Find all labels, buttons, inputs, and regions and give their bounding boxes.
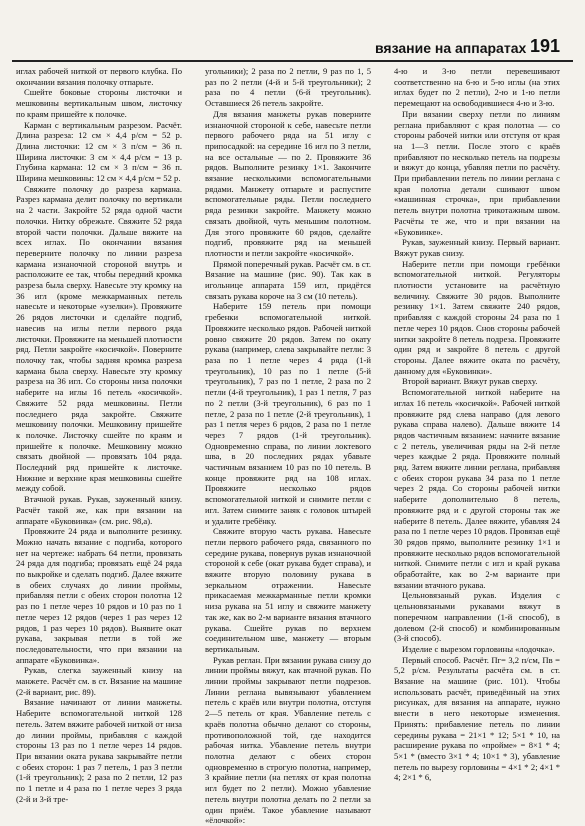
paragraph: Прямой поперечный рукав. Расчёт см. в ст. Вязание на машине (рис. 90). Так как в игольнице аппарата 159 игл, придётся связать рукава короче на 3 см (10 петель). [205, 258, 371, 301]
paragraph: угольники); 2 раза по 2 петли, 9 раз по 1, 5 раз по 2 петли (4-й и 5-й треугольники); 2 раза по 4 петли (6-й треугольник). Оставшиеся 26 петель закройте. [205, 66, 371, 109]
paragraph: Рукав, зауженный книзу. Первый вариант. Вяжут рукав снизу. [394, 237, 560, 258]
paragraph: иглах рабочей ниткой от первого клубка. По окончании вязания полочку отпарьте. [16, 66, 182, 87]
paragraph: Втачной рукав. Рукав, зауженный книзу. Расчёт такой же, как при вязании на аппарате «Буковинка» (см. рис. 98,а). [16, 494, 182, 526]
paragraph: При вязании сверху петли по линиям реглана прибавляют с края полотна — со стороны рабочей нитки или отступя от края на 1—3 петли. После этого с краёв прибавляют по несколько петель на подрезы и вяжут до конца, убавляя петли по расчёту. При прибавлении петель по линии реглана с края полотна детали сшивают швом «машинная строчка», при прибавлении петель внутри полотна трикотажным швом. Расчёты те же, что и при вязании на «Буковинке». [394, 108, 560, 237]
paragraph: Рукав, слегка зауженный книзу на манжете. Расчёт см. в ст. Вязание на машине (2-й вариант, рис. 89). [16, 665, 182, 697]
page-number: 191 [530, 36, 561, 56]
paragraph: Наберите петли при помощи гребёнки вспомогательной ниткой. Регуляторы плотности установите на расчётную величину. Свяжите 30 рядов. Выполните резинку 1×1. Затем свяжите 240 рядов, прибавляя с каждой стороны 24 раза по 1 петле через 10 рядов. Снов стороны рабочей нитки закройте 8 петель подреза. Провяжите один ряд и закройте 8 петель с другой стороны. Далее вяжите оката по расчёту, данному для «Буковинки». [394, 258, 560, 376]
header-rule [12, 60, 573, 62]
paragraph: Карман с вертикальным разрезом. Расчёт. Длина разреза: 12 см × 4,4 р/см = 52 р. Длина листочки: 12 см × 3 п/см = 36 п. Ширина листочки: 3 см × 4,4 р/см = 13 р. Глубина кармана: 12 см × 3 п/см = 36 п. Ширина мешковины: 12 см × 4,4 р/см = 52 р. [16, 119, 182, 184]
paragraph: Свяжите вторую часть рукава. Навесьте петли первого рабочего ряда, связанного по середине рукава, повернув рукав изнаночной стороной к себе (окат рукава будет справа), и вяжите вторую половину рукава в зеркальном отражении. Навесьте прикасаемая межкарманные петли кромки низа рукава на 51 иглу и свяжите манжету так же, как во 2-м варианте вязания втачного рукава. Сшейте рукав по верхнем соединительном шве, манжету — вторым вертикальным. [205, 526, 371, 654]
paragraph: Свяжите полочку до разреза кармана. Разрез кармана делит полочку по вертикали на 2 части. Закройте 52 ряда одной части полочки. Нитку обрежьте. Свяжите 52 ряда второй части полочки. Дальше вяжите на всех иглах. По окончании вязания переверните полочку по линии разреза кармана изнаночной стороной внутрь и расположите ее так, чтобы передний кромка разреза была сверху. Навесьте эту кромку на 36 игл (кроме межкарманных петель навесьте и некоторые «узелки»). Провяжите 26 рядов листочки и сделайте подгиб, навесив на иглы петли первого ряда листочки. Провяжите на меньшей плотности ряд. Петли закройте «косичкой». Поверните полочку так, чтобы задняя кромка разреза кармана была сверху. Навесьте эту кромку разреза на 36 игл. Со стороны низа полочки наберите на иглы 16 петель «косичкой». Свяжите 52 ряда мешковины. Петли последнего ряда закройте. Свяжите мешковину полочки. Мешковину пришейте к полочке. Листочку сшейте по краям и пришейте к полочке. Мешковину можно связать двойной — провязать 104 ряда. Последний ряд пришейте к листочке. Нижние и верхние края мешковины сшейте между собой. [16, 183, 182, 494]
paragraph: Изделие с вырезом горловины «лодочка». [402, 643, 555, 654]
paragraph: Второй вариант. Вяжут рукав сверху. [402, 376, 538, 387]
section-title: вязание на аппаратах [375, 40, 527, 56]
text-column-2 [205, 66, 371, 826]
text-column-3 [394, 66, 560, 794]
paragraph: Первый способ. Расчёт. Пг= 3,2 п/см, Пв = 5,2 р/см. Результаты расчёта см. в ст. Вязание на машине (рис. 101). Чтобы использовать расчёт, приведённый на этих рисунках, для вязания на аппарате, нужно внести в него некоторые изменения. Принять: прибавление петель по линии середины рукава = 21×1 * 12; 5×1 * 10, на расширение рукава по «проймe» = 8×1 * 4; 5×1 * (вместо 3×1 * 4; 10×1 * 3), убавление петель по вырезу горловины = 4×1 * 2; 4×1 * 4; 2×1 * 6, [394, 654, 560, 783]
paragraph: 4-ю и 3-ю петли перевешивают соответственно на 6-ю и 5-ю иглы (на этих иглах будет по 2 петли), 2-ю и 1-ю петли перемещают на освободившиеся 4-ю и 3-ю. [394, 66, 560, 109]
paragraph: Вязание начинают от линии манжеты. Наберите вспомогательной ниткой 128 петель. Затем вяжите рабочей ниткой от низа до линии проймы, прибавляя с каждой стороны 13 раз по 1 петле через 14 рядов. При вязании оката рукава закрывайте петли с обеих сторон: 1 раз 7 петель, 1 раз 3 петли (1-й треугольник); 2 раза по 2 петли, 12 раз по 1 петле и 4 раза по 1 петле через 3 ряда (2-й и 3-й тре- [16, 697, 182, 804]
paragraph: Наберите 159 петель при помощи гребенки вспомогательной ниткой. Провяжите несколько рядов. Рабочей ниткой ровно свяжите 20 рядов. Затем по окату рукава (например, слева закрывайте петли: 3 раза по 1 петле через 4 ряда (1-й треугольник), 10 раз по 1 петле (5-й треугольник), 7 раз по 1 петле, 2 раза по 2 петли (4-й треугольник), 1 раз 1 петля, 7 раз по 2 петли (3-й треугольник), 6 раз по 1 петле, 2 раза по 1 петле (2-й треугольник), 1 раз 1 петля через 6 рядов, 2 раза по 1 петле через 7 рядов (1-й треугольник). Одновременно справа, по линии локтевого шва, в 20 последних рядах убавьте частичным вязанием 10 раз по 10 петель. В конце провяжите ряд на 108 иглах. Провяжите несколько рядов вспомогательной ниткой и снимите петли с игл. Затем снимите заняк с головок штырей и удалите гребёнку. [205, 301, 371, 526]
paragraph: Вспомогательной ниткой наберите на иглах 16 петель «косичкой». Рабочей ниткой провяжите ряд слева направо (для левого рукава справа налево). Дальше вяжите 14 рядов частичным вязанием: начните вязание с 2 петель, увеличивая ряды на 2-й петле через каждые 2 ряда. Провяжите полный ряд. Затем вяжите линии реглана, прибавляя с обеих сторон рукава 34 раза по 1 петле через 2 ряда. Со стороны рабочей нитки наберите дополнительно 8 петель, провяжите ряд и с другой стороны так же наберите 8 петель. Далее вяжите, убавляя 24 раза по 1 петле через 10 рядов. Провязав ещё 30 рядов прямо, выполните резинку 1×1 и провяжите несколько рядов вспомогательной ниткой. Снимите петли с игл и край рукава обработайте, как во 2-м варианте при вязании втачного рукава. [394, 387, 560, 590]
text-column-1 [16, 66, 182, 804]
paragraph: Сшейте боковые стороны листочки и мешковины вертикальным швом, листочку по краям пришейте к полочке. [16, 87, 182, 119]
paragraph: Рукав реглан. При вязании рукава снизу до линии проймы вяжут, как втачной рукав. По линии проймы закрывают петли подрезов. Линии реглана вывязывают убавлением петель с краёв или внутри полотна, отступя 2—5 петель от края. Убавление петель с краёв полотна обычно делают со стороны, противоположной той, где находится рабочая нитка. Убавление петель внутри полотна делают с обеих сторон одновременно в строгую полотна, например, 3 крайние петли (на петлях от края полотна игл будет по 2 петли). Можно убавление петель внутри полотна делать по 2 петли за один приём. Такое убавление называют «ёлочкой»: [205, 654, 371, 826]
paragraph: Для вязания манжеты рукав поверните изнаночной стороной к себе, навесьте петли первого рабочего ряда на 51 иглу с припосадкой: на середине 16 игл по 3 петли, на все остальные — по 2. Провяжите 36 рядов. Выполните резинку 1×1. Закончите вязание несколькими вспомогательными рядами. Манжету отпарьте и распустите вспомогательные ряды. Петли последнего ряда резинки закройте. Манжету можно связать двойной, чуть меньшим полотном. Для этого провяжите 60 рядов, сделайте подгиб, провяжите ряд на меньшей плотности и петли закройте «косичкой». [205, 108, 371, 258]
paragraph: Цельновязаный рукав. Изделия с цельновязаными рукавами вяжут в поперечном направлении (1-й способ), в долевом (2-й способ) и комбинированным (3-й способ). [394, 590, 560, 644]
paragraph: Провяжите 24 ряда и выполните резинку. Можно начать вязание с подгиба, которого нет на чертеже: набрать 64 петли, провязать 24 ряда для подгиба; провязать ещё 24 ряда по выкройке и сделать подгиб. Далее вяжите в обеих случаях до линии проймы, прибавляя петли с обеих сторон полотна 12 раз по 1 петле через 10 рядов и 10 раз по 1 петле через 12 рядов (через 1 раз через 12 рядов, 1 раз через 10 рядов). Выявите окат рукава, закрывая петли в той же последовательности, что при вязании на аппарате «Буковинка». [16, 526, 182, 665]
